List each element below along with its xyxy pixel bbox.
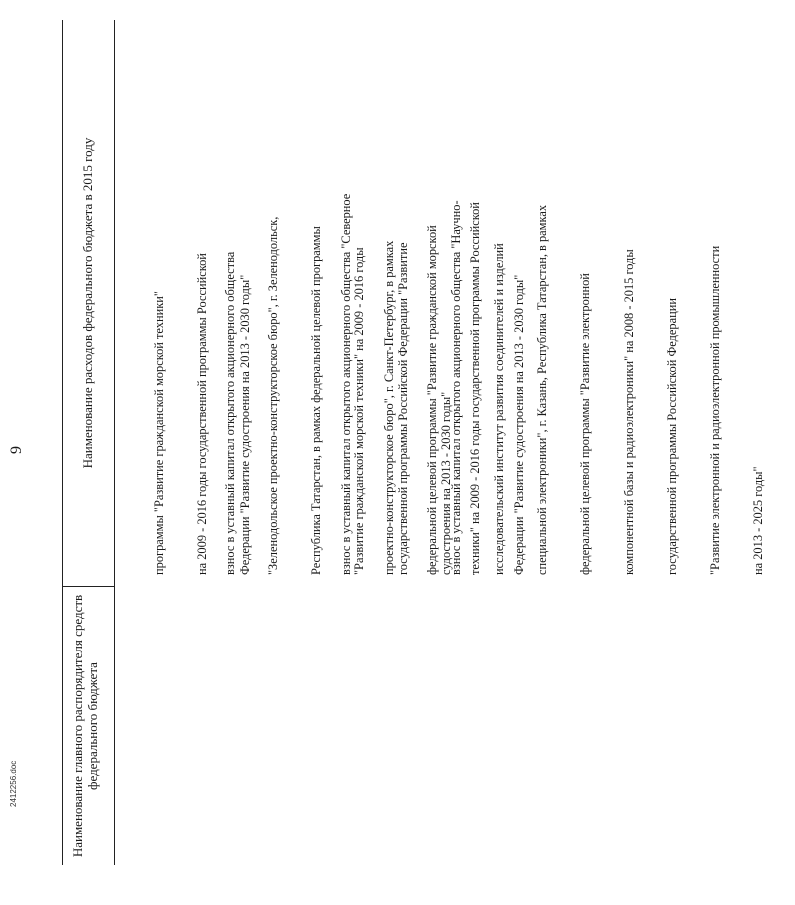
table-header-bottom-rule [114, 20, 115, 865]
entry-line: судостроения на 2013 - 2030 годы" [438, 391, 453, 575]
entry-line: взнос в уставный капитал открытого акционерного общества "Научно- [448, 200, 463, 575]
document-file-code: 2412256.doc [9, 760, 18, 807]
table-column-divider [62, 586, 114, 587]
entry-line: "Зеленодольское проектно-конструкторское бюро", г. Зеленодольск, [266, 216, 281, 575]
entry-line: "Развитие гражданской морской техники" на 2009 - 2016 годы [352, 247, 367, 575]
column-header-expenses-text: Наименование расходов федерального бюджета в 2015 году [80, 137, 95, 469]
entry-line: программы "Развитие гражданской морской техники" [151, 291, 166, 575]
entry-line: "Развитие электронной и радиоэлектронной промышленности [708, 245, 723, 575]
entry-line: Республика Татарстан, в рамках федеральной целевой программы [309, 226, 324, 575]
column-header-distributor-text: Наименование главного распорядителя средств федерального бюджета [70, 594, 100, 858]
entry-line: федеральной целевой программы "Развитие электронной [578, 273, 593, 575]
entry-line: техники" на 2009 - 2016 годы государственной программы Российской [468, 202, 483, 575]
entry-line: взнос в уставный капитал открытого акционерного общества "Северное [338, 193, 353, 575]
entry-line: специальной электроники", г. Казань, Республика Татарстан, в рамках [535, 204, 550, 575]
entry-line: государственной программы Российской Федерации "Развитие [395, 242, 410, 575]
table-top-rule [62, 20, 63, 865]
expense-entry [420, 15, 795, 575]
entry-line: взнос в уставный капитал открытого акционерного общества [222, 251, 237, 575]
entry-line: на 2009 - 2016 годы государственной программы Российской [195, 253, 210, 575]
entry-line: на 2013 - 2025 годы" [751, 466, 766, 575]
entry-line: государственной программы Российской Федерации [664, 298, 679, 575]
column-header-expenses [80, 23, 95, 583]
entry-line: федеральной целевой программы "Развитие гражданской морской [425, 225, 440, 575]
entry-line: исследовательский институт развития соединителей и изделий [492, 243, 507, 575]
entry-line: Федерации "Развитие судостроения на 2013 - 2030 годы" [511, 274, 526, 575]
entry-line: проектно-конструкторское бюро", г. Санкт-Петербург, в рамках [382, 240, 397, 575]
page-number: 9 [8, 446, 25, 454]
entry-line: Федерации "Развитие судостроения на 2013 - 2030 годы" [238, 274, 253, 575]
column-header-distributor [70, 591, 100, 861]
entry-line: компонентной базы и радиоэлектроники" на 2008 - 2015 годы [621, 249, 636, 575]
